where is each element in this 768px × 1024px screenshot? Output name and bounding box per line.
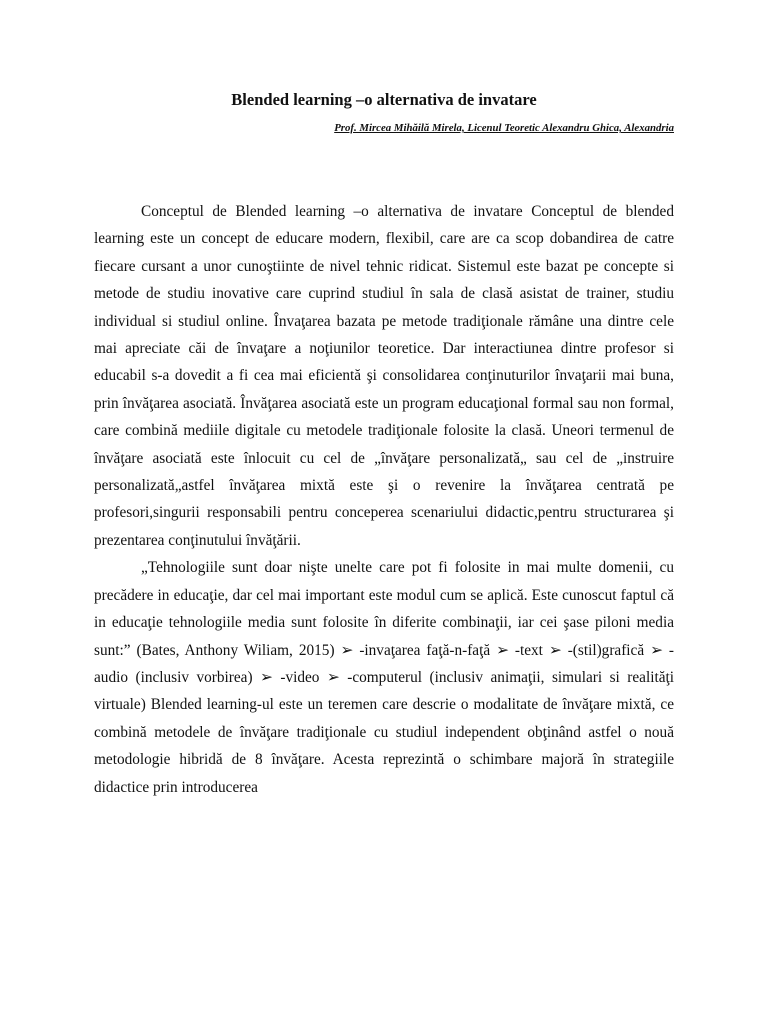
paragraph: „Tehnologiile sunt doar nişte unelte care pot fi folosite in mai multe domenii, cu precădere in educaţie, dar cel mai important este modul cum se aplică. Este cunoscut faptul că in educaţie tehnologiile media sunt folosite în diferite combinaţii, iar cei şase piloni media sunt:” (Bates, Anthony Wiliam, 2015) ➢ -invaţarea faţă-n-faţă ➢ -text ➢ -(stil)grafică ➢ -audio (inclusiv vorbirea) ➢ -video ➢ -computerul (inclusiv animaţii, simulari si realităţi virtuale) Blended learning-ul este un teremen care descrie o modalitate de învăţare mixtă, ce combină metodele de învăţare tradiţionale cu studiul independent obţinând astfel o nouă metodologie hibridă de 8 învăţare. Acesta reprezintă o schimbare majoră în strategiile didactice prin introducerea — [94, 559, 674, 796]
document-title: Blended learning –o alternativa de invatare — [231, 90, 537, 109]
author-line: Prof. Mircea Mihăilă Mirela, Licenul Teoretic Alexandru Ghica, Alexandria — [334, 122, 674, 134]
paragraph: Conceptul de Blended learning –o alternativa de invatare Conceptul de blended learning este un concept de educare modern, flexibil, care are ca scop dobandirea de catre fiecare cursant a unor cunoştiinte de nivel tehnic ridicat. Sistemul este bazat pe concepte si metode de studiu inovative care cuprind studiul în sala de clasă asistat de trainer, studiu individual si studiul online. Învaţarea bazata pe metode tradiţionale rămâne una dintre cele mai apreciate căi de învaţare a noţiunilor teoretice. Dar interactiunea dintre profesor si educabil s-a dovedit a fi cea mai eficientă şi consolidarea conţinuturilor învaţarii mai buna, prin învăţarea asociată. Învăţarea asociată este un program educaţional formal sau non formal, care combină mediile digitale cu metodele tradiţionale folosite la clasă. Uneori termenul de învăţare asociată este înlocuit cu cel de „învăţare personalizată„ sau cel de „instruire personalizată„astfel învăţarea mixtă este şi o revenire la învăţarea centrată pe profesori,singurii responsabili pentru conceperea scenariului didactic,pentru structurarea şi prezentarea conţinutului învăţării. — [94, 203, 674, 549]
document-body — [94, 198, 674, 801]
